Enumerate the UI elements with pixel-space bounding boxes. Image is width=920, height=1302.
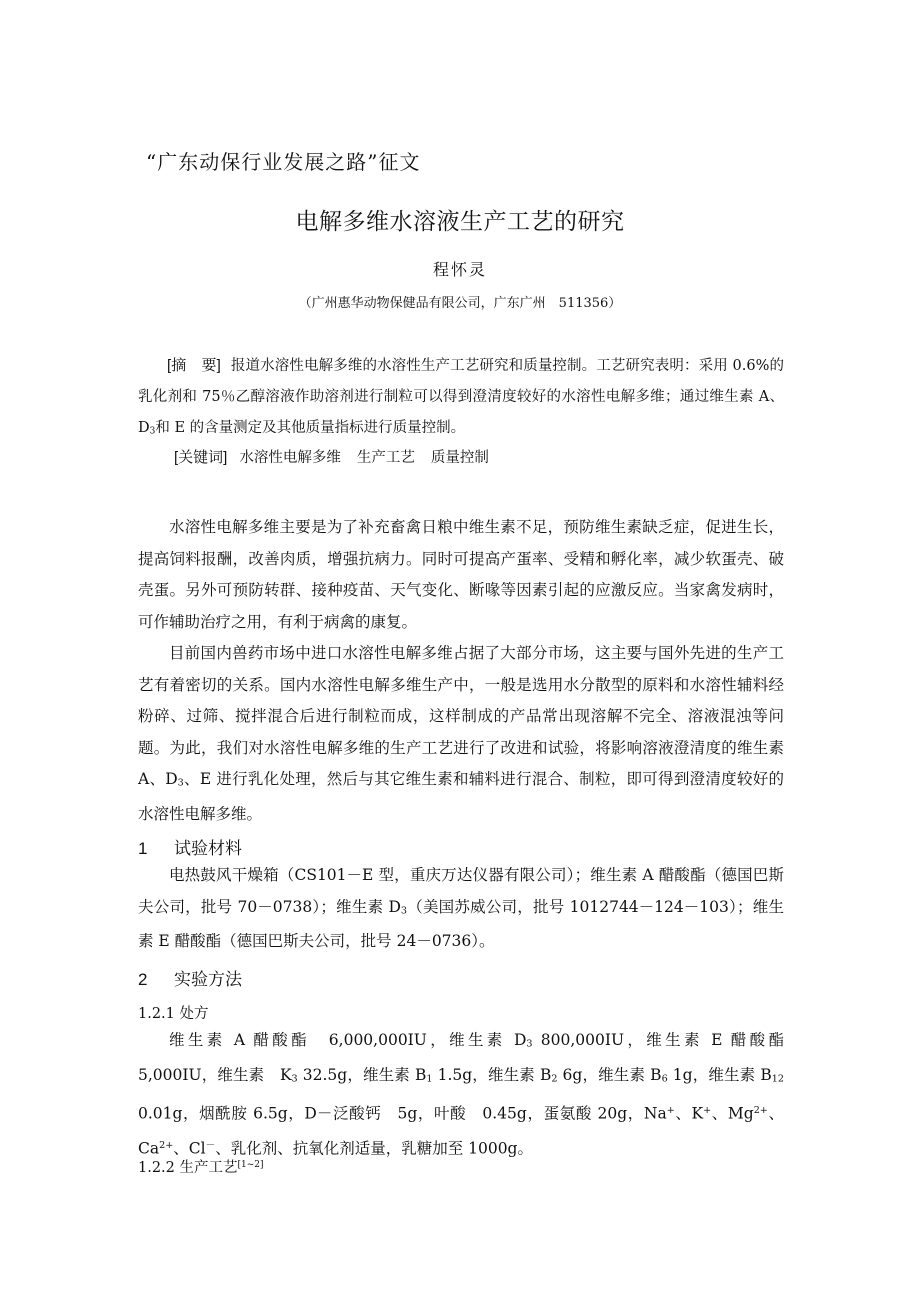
- recipe-text-run: 、Cl: [173, 1138, 206, 1157]
- subsection-number: 1.2.1: [138, 1006, 175, 1022]
- recipe-text: [138, 1025, 800, 1164]
- author-name: 程怀灵: [432, 260, 487, 279]
- section-number: 2: [138, 970, 148, 989]
- subsection-heading: [138, 1156, 264, 1177]
- citation-ref: [1~2]: [237, 1160, 264, 1171]
- subscript: 3: [291, 1073, 298, 1085]
- recipe-text-run: 、Ca: [138, 1104, 784, 1157]
- paragraph: 水溶性电解多维主要是为了补充畜禽日粮中维生素不足，预防维生素缺乏症，促进生长，提高饲料报酬，改善肉质，增强抗病力。同时可提高产蛋率、受精和孵化率，减少软蛋壳、破壳蛋。另外可预防转群、接种疫苗、天气变化、断喙等因素引起的应激反应。当家禽发病时，可作辅助治疗之用，有利于病禽的康复。: [138, 518, 784, 631]
- abstract-label: [摘 要]: [167, 357, 221, 374]
- superscript: +: [666, 1104, 675, 1116]
- subscript: 6: [661, 1073, 668, 1085]
- paragraph-text: 电热鼓风干燥箱（CS101－E 型，重庆万达仪器有限公司）；维生素 A 醋酸酯（德国巴斯夫公司，批号 70－0738）；维生素 D: [138, 866, 784, 916]
- recipe-text-run: 1g，维生素 B: [667, 1065, 772, 1084]
- introduction: [138, 512, 784, 830]
- subsection-heading: [138, 1002, 209, 1023]
- recipe-text-run: 、乳化剂、抗氧化剂适量，乳糖加至 1000g。: [215, 1138, 533, 1157]
- subscript: 1: [426, 1073, 433, 1085]
- recipe-text-run: 800,000IU，维生素 E 醋酸酯 5,000IU，维生素 K: [138, 1031, 800, 1084]
- superscript: +: [703, 1104, 712, 1116]
- paragraph: [138, 638, 784, 830]
- subsection-number: 1.2.2: [138, 1160, 175, 1176]
- paragraph: [138, 1025, 800, 1164]
- abstract-text: 和 E 的含量测定及其他质量指标进行质量控制。: [155, 420, 466, 436]
- keyword: 质量控制: [430, 450, 489, 466]
- subscript: 3: [400, 904, 407, 916]
- section-heading: [138, 834, 242, 859]
- subscript: 2: [551, 1073, 558, 1085]
- recipe-text-run: 、Mg: [711, 1104, 754, 1123]
- paper-title: 电解多维水溶液生产工艺的研究: [295, 209, 625, 235]
- keyword: 水溶性电解多维: [239, 450, 341, 466]
- paragraph-text: （美国苏威公司，批号 1012744－124－103）；维生素 E 醋酸酯（德国巴斯夫公司，批号 24－0736）。: [138, 897, 784, 951]
- paragraph-text: 目前国内兽药市场中进口水溶性电解多维占据了大部分市场，这主要与国外先进的生产工艺有着密切的关系。国内水溶性电解多维生产中，一般是选用水分散型的原料和水溶性辅料经粉碎、过筛、搅拌混合后进行制粒而成，这样制成的产品常出现溶解不完全、溶液混浊等问题。为此，我们对水溶性电解多维的生产工艺进行了改进和试验，将影响溶液澄清度的维生素 A、D: [138, 644, 784, 788]
- superscript: －: [205, 1139, 216, 1151]
- abstract: [138, 350, 784, 447]
- keywords-label: [关键词]: [174, 449, 228, 466]
- recipe-text-run: 1.5g，维生素 B: [432, 1065, 552, 1084]
- subscript: 12: [771, 1073, 784, 1085]
- subsection-title: 处方: [179, 1006, 209, 1022]
- recipe-text-run: 0.01g，烟酰胺 6.5g，D－泛酸钙 5g，叶酸 0.45g，蛋氨酸 20g，Na: [138, 1104, 667, 1123]
- section-title: 实验方法: [174, 970, 242, 989]
- subsection-title: 生产工艺: [179, 1160, 238, 1176]
- column-banner: “广东动保行业发展之路”征文: [146, 150, 421, 174]
- materials-text: [138, 860, 784, 958]
- paragraph-text: 、E 进行乳化处理，然后与其它维生素和辅料进行混合、制粒，即可得到澄清度较好的水溶性电解多维。: [138, 770, 784, 823]
- subscript: 3: [177, 777, 184, 789]
- abstract-text: 报道水溶性电解多维的水溶性生产工艺研究和质量控制。工艺研究表明：采用 0.6%的乳化剂和 75％乙醇溶液作助溶剂进行制粒可以得到澄清度较好的水溶性电解多维；通过维生素 A、D: [138, 358, 784, 436]
- section-title: 试验材料: [174, 839, 242, 858]
- recipe-text-run: 、K: [674, 1104, 704, 1123]
- author-affiliation: （广州惠华动物保健品有限公司，广东广州 511356）: [298, 296, 622, 311]
- superscript: 2+: [159, 1139, 174, 1151]
- section-number: 1: [138, 839, 148, 858]
- recipe-text-run: 6g，维生素 B: [557, 1065, 662, 1084]
- recipe-text-run: 维生素 A 醋酸酯 6,000,000IU，维生素 D: [169, 1031, 527, 1049]
- section-heading: [138, 965, 242, 990]
- recipe-text-run: 32.5g，维生素 B: [297, 1065, 427, 1084]
- keyword: 生产工艺: [356, 450, 415, 466]
- subscript: 3: [526, 1038, 533, 1050]
- subscript: 3: [149, 426, 156, 437]
- superscript: 2+: [753, 1104, 768, 1116]
- keywords: [174, 446, 505, 467]
